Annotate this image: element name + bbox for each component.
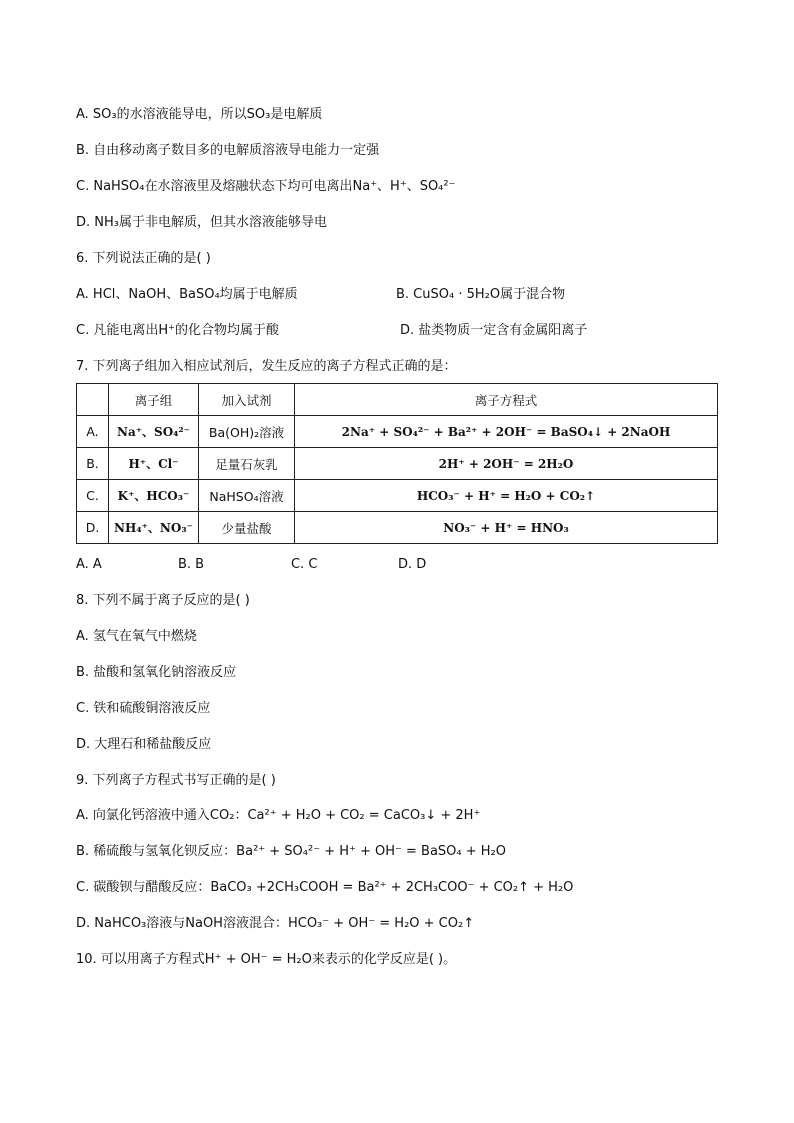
q8-stem: 8. 下列不属于离子反应的是( ) <box>76 593 250 608</box>
q6-stem: 6. 下列说法正确的是( ) <box>76 251 211 266</box>
row-ions: Na⁺、SO₄²⁻ <box>109 416 199 448</box>
q10-stem: 10. 可以用离子方程式H⁺ + OH⁻ = H₂O来表示的化学反应是( )。 <box>76 952 457 967</box>
q7-option-c: C. C <box>291 557 318 572</box>
row-label: A. <box>77 416 109 448</box>
row-reagent: Ba(OH)₂溶液 <box>199 416 295 448</box>
row-label: B. <box>77 448 109 480</box>
row-reagent: 足量石灰乳 <box>199 448 295 480</box>
row-equation: 2H⁺ + 2OH⁻ = 2H₂O <box>295 448 718 480</box>
q8-option-a: A. 氢气在氧气中燃烧 <box>76 629 197 644</box>
table-header-row <box>77 384 718 416</box>
table-header-reagent: 加入试剂 <box>199 384 295 416</box>
table-header-ions: 离子组 <box>109 384 199 416</box>
ion-reaction-table <box>76 383 718 544</box>
q7-option-b: B. B <box>178 557 205 572</box>
q7-stem: 7. 下列离子组加入相应试剂后，发生反应的离子方程式正确的是： <box>76 359 457 374</box>
table-header-equation: 离子方程式 <box>295 384 718 416</box>
q9-option-c: C. 碳酸钡与醋酸反应：BaCO₃ +2CH₃COOH = Ba²⁺ + 2CH₃COO⁻ + CO₂↑ + H₂O <box>76 880 574 895</box>
row-label: D. <box>77 512 109 544</box>
q8-option-c: C. 铁和硫酸铜溶液反应 <box>76 701 211 716</box>
table-row <box>77 512 718 544</box>
q6-option-c: C. 凡能电离出H⁺的化合物均属于酸 <box>76 323 279 338</box>
row-equation: HCO₃⁻ + H⁺ = H₂O + CO₂↑ <box>295 480 718 512</box>
row-ions: NH₄⁺、NO₃⁻ <box>109 512 199 544</box>
q9-option-a: A. 向氯化钙溶液中通入CO₂：Ca²⁺ + H₂O + CO₂ = CaCO₃↓ + 2H⁺ <box>76 808 481 823</box>
q6-option-b: B. CuSO₄ · 5H₂O属于混合物 <box>396 287 566 302</box>
row-ions: K⁺、HCO₃⁻ <box>109 480 199 512</box>
q9-stem: 9. 下列离子方程式书写正确的是( ) <box>76 773 276 788</box>
q7-option-d: D. D <box>398 557 427 572</box>
q8-option-d: D. 大理石和稀盐酸反应 <box>76 737 212 752</box>
q5-option-c: C. NaHSO₄在水溶液里及熔融状态下均可电离出Na⁺、H⁺、SO₄²⁻ <box>76 179 456 194</box>
q5-option-d: D. NH₃属于非电解质，但其水溶液能够导电 <box>76 215 327 230</box>
row-label: C. <box>77 480 109 512</box>
q5-option-b: B. 自由移动离子数目多的电解质溶液导电能力一定强 <box>76 143 380 158</box>
q9-option-b: B. 稀硫酸与氢氧化钡反应：Ba²⁺ + SO₄²⁻ + H⁺ + OH⁻ = BaSO₄ + H₂O <box>76 844 507 859</box>
q6-option-d: D. 盐类物质一定含有金属阳离子 <box>400 323 588 338</box>
row-equation: NO₃⁻ + H⁺ = HNO₃ <box>295 512 718 544</box>
q9-option-d: D. NaHCO₃溶液与NaOH溶液混合：HCO₃⁻ + OH⁻ = H₂O + CO₂↑ <box>76 916 475 931</box>
row-reagent: NaHSO₄溶液 <box>199 480 295 512</box>
q6-option-a: A. HCl、NaOH、BaSO₄均属于电解质 <box>76 287 298 302</box>
row-ions: H⁺、Cl⁻ <box>109 448 199 480</box>
q8-option-b: B. 盐酸和氢氧化钠溶液反应 <box>76 665 237 680</box>
table-row <box>77 448 718 480</box>
row-equation: 2Na⁺ + SO₄²⁻ + Ba²⁺ + 2OH⁻ = BaSO₄↓ + 2NaOH <box>295 416 718 448</box>
row-reagent: 少量盐酸 <box>199 512 295 544</box>
table-row <box>77 480 718 512</box>
q7-option-a: A. A <box>76 557 102 572</box>
table-header-label <box>77 384 109 416</box>
table-row <box>77 416 718 448</box>
q5-option-a: A. SO₃的水溶液能导电，所以SO₃是电解质 <box>76 107 323 122</box>
